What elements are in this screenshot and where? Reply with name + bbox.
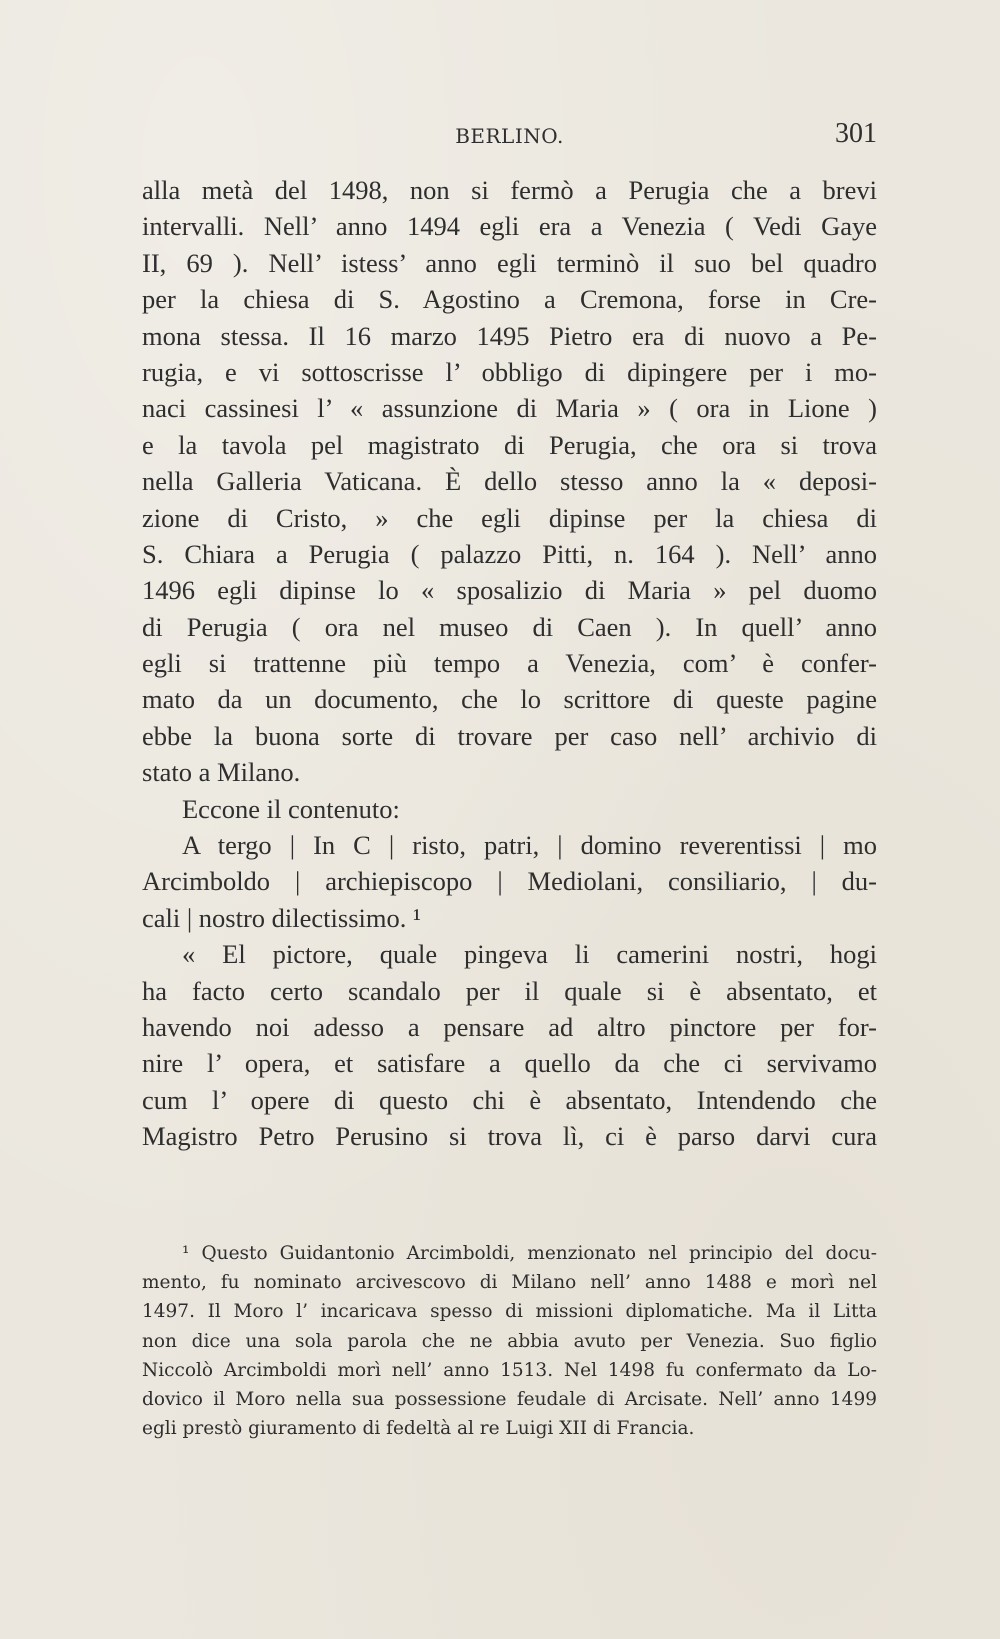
text-line: nella Galleria Vaticana. È dello stesso anno la « deposi- xyxy=(142,466,877,497)
text-line: nire l’ opera, et satisfare a quello da che ci servivamo xyxy=(142,1048,877,1079)
text-line: ha facto certo scandalo per il quale si è absentato, et xyxy=(142,975,877,1006)
text-line: Magistro Petro Perusino si trova lì, ci è parso darvi cura xyxy=(142,1121,877,1152)
text-line: A tergo | In C | risto, patri, | domino reverentissi | mo xyxy=(182,830,877,861)
text-line: mato da un documento, che lo scrittore di queste pagine xyxy=(142,684,877,715)
footnote-line: 1497. Il Moro l’ incaricava spesso di missioni diplomatiche. Ma il Litta xyxy=(142,1301,877,1323)
text-line: S. Chiara a Perugia ( palazzo Pitti, n. 164 ). Nell’ anno xyxy=(142,538,877,569)
text-line: intervalli. Nell’ anno 1494 egli era a Venezia ( Vedi Gaye xyxy=(142,211,877,242)
text-line: 1496 egli dipinse lo « sposalizio di Maria » pel duomo xyxy=(142,575,877,606)
text-line: cum l’ opere di questo chi è absentato, Intendendo che xyxy=(142,1084,877,1115)
footnote-line: dovico il Moro nella sua possessione feudale di Arcisate. Nell’ anno 1499 xyxy=(142,1388,877,1410)
text-line: per la chiesa di S. Agostino a Cremona, forse in Cre- xyxy=(142,284,877,315)
text-line: ebbe la buona sorte di trovare per caso nell’ archivio di xyxy=(142,720,877,751)
text-line: naci cassinesi l’ « assunzione di Maria » ( ora in Lione ) xyxy=(142,393,877,424)
footnote-line: ¹ Questo Guidantonio Arcimboldi, menzionato nel principio del docu- xyxy=(182,1243,877,1264)
text-line: Arcimboldo | archiepiscopo | Mediolani, consiliario, | du- xyxy=(142,866,877,897)
text-line: di Perugia ( ora nel museo di Caen ). In quell’ anno xyxy=(142,611,877,642)
main-text xyxy=(142,172,877,1155)
text-line: stato a Milano. xyxy=(142,757,301,788)
page-header xyxy=(142,118,877,158)
text-line: egli si trattenne più tempo a Venezia, com’ è confer- xyxy=(142,648,877,679)
text-line: II, 69 ). Nell’ istess’ anno egli terminò il suo bel quadro xyxy=(142,247,877,278)
footnote-line: mento, fu nominato arcivescovo di Milano nell’ anno 1488 e morì nel xyxy=(142,1272,877,1294)
text-line: alla metà del 1498, non si fermò a Perugia che a brevi xyxy=(142,175,877,205)
text-line: rugia, e vi sottoscrisse l’ obbligo di dipingere per i mo- xyxy=(142,356,877,387)
footnote-line: non dice una sola parola che ne abbia avuto per Venezia. Suo figlio xyxy=(142,1330,877,1352)
page-number: 301 xyxy=(835,118,877,149)
text-line: havendo noi adesso a pensare ad altro pinctore per for- xyxy=(142,1011,877,1042)
footnote-line: Niccolò Arcimboldi morì nell’ anno 1513. Nel 1498 fu confermato da Lo- xyxy=(142,1359,877,1381)
footnote-line: egli prestò giuramento di fedeltà al re Luigi XII di Francia. xyxy=(142,1418,695,1440)
text-line: e la tavola pel magistrato di Perugia, che ora si trova xyxy=(142,429,877,460)
text-line: cali | nostro dilectissimo. ¹ xyxy=(142,902,421,933)
text-line: mona stessa. Il 16 marzo 1495 Pietro era di nuovo a Pe- xyxy=(142,320,877,351)
running-head: BERLINO. xyxy=(455,124,564,148)
text-line: zione di Cristo, » che egli dipinse per la chiesa di xyxy=(142,502,877,533)
text-line: Eccone il contenuto: xyxy=(182,793,400,824)
text-line: « El pictore, quale pingeva li camerini nostri, hogi xyxy=(182,939,877,970)
footnote xyxy=(142,1239,877,1443)
